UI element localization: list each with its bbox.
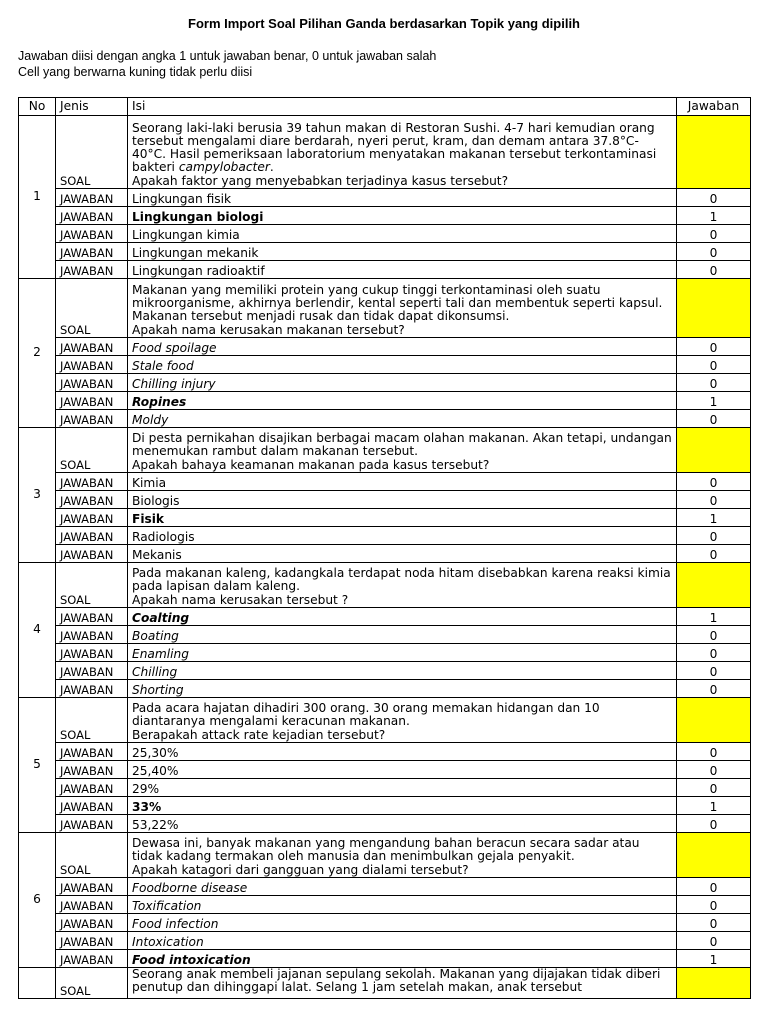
answer-row bbox=[19, 680, 751, 698]
row-type-soal: SOAL bbox=[56, 968, 128, 999]
answer-option-text: Boating bbox=[128, 626, 677, 644]
answer-value-cell[interactable]: 0 bbox=[677, 243, 751, 261]
row-type-jawaban: JAWABAN bbox=[56, 779, 128, 797]
question-text bbox=[128, 698, 677, 743]
answer-row bbox=[19, 608, 751, 626]
question-row bbox=[19, 698, 751, 743]
row-type-jawaban: JAWABAN bbox=[56, 491, 128, 509]
row-type-soal: SOAL bbox=[56, 698, 128, 743]
row-type-jawaban: JAWABAN bbox=[56, 662, 128, 680]
question-text bbox=[128, 428, 677, 473]
answer-value-cell[interactable]: 0 bbox=[677, 356, 751, 374]
row-type-jawaban: JAWABAN bbox=[56, 626, 128, 644]
answer-option-text: Coalting bbox=[128, 608, 677, 626]
answer-option-text: Intoxication bbox=[128, 932, 677, 950]
answer-value-cell[interactable]: 0 bbox=[677, 662, 751, 680]
answer-value-cell[interactable]: 0 bbox=[677, 225, 751, 243]
answer-row bbox=[19, 356, 751, 374]
question-text bbox=[128, 833, 677, 878]
question-number: 2 bbox=[19, 279, 56, 428]
answer-value-cell[interactable]: 0 bbox=[677, 491, 751, 509]
answer-row bbox=[19, 509, 751, 527]
question-number: 6 bbox=[19, 833, 56, 968]
answer-option-text: Moldy bbox=[128, 410, 677, 428]
question-text-segment: Seorang anak membeli jajanan sepulang sekolah. Makanan yang dijajakan tidak diberi penutup dan dihinggapi lalat. Selang 1 jam setelah makan, anak tersebut bbox=[132, 967, 661, 995]
answer-row bbox=[19, 761, 751, 779]
question-text-segment: Dewasa ini, banyak makanan yang mengandung bahan beracun secara sadar atau tidak kadang termakan oleh manusia dan menimbulkan gejala penyakit. bbox=[132, 836, 640, 864]
answer-row bbox=[19, 261, 751, 279]
answer-option-text: Mekanis bbox=[128, 545, 677, 563]
answer-row bbox=[19, 473, 751, 491]
answer-value-cell[interactable]: 0 bbox=[677, 779, 751, 797]
question-text-segment: Seorang laki-laki berusia 39 tahun makan di Restoran Sushi. 4-7 hari kemudian orang tersebut mengalami diare berdarah, nyeri perut, kram, dan demam antara 37.8°C-40°C. Hasil pemeriksaan laboratorium menyatakan makanan tersebut terkontaminasi bakteri bbox=[132, 120, 657, 175]
question-table bbox=[18, 97, 751, 999]
answer-option-text: Chilling injury bbox=[128, 374, 677, 392]
question-text-segment: Apakah faktor yang menyebabkan terjadinya kasus tersebut? bbox=[132, 173, 509, 188]
question-text-segment: . bbox=[269, 160, 274, 175]
row-type-jawaban: JAWABAN bbox=[56, 680, 128, 698]
row-type-jawaban: JAWABAN bbox=[56, 797, 128, 815]
answer-value-cell[interactable]: 0 bbox=[677, 815, 751, 833]
answer-option-text: Toxification bbox=[128, 896, 677, 914]
question-number: 3 bbox=[19, 428, 56, 563]
row-type-jawaban: JAWABAN bbox=[56, 878, 128, 896]
question-text-segment: Apakah nama kerusakan makanan tersebut? bbox=[132, 322, 405, 337]
row-type-soal: SOAL bbox=[56, 428, 128, 473]
answer-value-cell[interactable]: 0 bbox=[677, 680, 751, 698]
answer-cell-disabled bbox=[677, 968, 751, 999]
question-number: 4 bbox=[19, 563, 56, 698]
answer-value-cell[interactable]: 0 bbox=[677, 545, 751, 563]
answer-row bbox=[19, 932, 751, 950]
question-text-segment: Berapakah attack rate kejadian tersebut? bbox=[132, 727, 386, 742]
question-text-segment: Di pesta pernikahan disajikan berbagai macam olahan makanan. Akan tetapi, undangan menemukan rambut dalam makanan tersebut. bbox=[132, 431, 672, 459]
question-text-segment: campylobacter bbox=[178, 160, 270, 175]
answer-row bbox=[19, 410, 751, 428]
answer-value-cell[interactable]: 0 bbox=[677, 761, 751, 779]
row-type-jawaban: JAWABAN bbox=[56, 225, 128, 243]
row-type-jawaban: JAWABAN bbox=[56, 761, 128, 779]
answer-row bbox=[19, 914, 751, 932]
row-type-jawaban: JAWABAN bbox=[56, 243, 128, 261]
question-text bbox=[128, 968, 677, 999]
question-row bbox=[19, 968, 751, 999]
answer-row bbox=[19, 797, 751, 815]
answer-value-cell[interactable]: 0 bbox=[677, 338, 751, 356]
answer-row bbox=[19, 189, 751, 207]
question-row bbox=[19, 833, 751, 878]
row-type-jawaban: JAWABAN bbox=[56, 896, 128, 914]
row-type-jawaban: JAWABAN bbox=[56, 374, 128, 392]
row-type-soal: SOAL bbox=[56, 116, 128, 189]
answer-value-cell[interactable]: 0 bbox=[677, 932, 751, 950]
answer-option-text: Chilling bbox=[128, 662, 677, 680]
answer-option-text: Fisik bbox=[128, 509, 677, 527]
answer-option-text: 33% bbox=[128, 797, 677, 815]
answer-row bbox=[19, 243, 751, 261]
row-type-jawaban: JAWABAN bbox=[56, 644, 128, 662]
answer-row bbox=[19, 392, 751, 410]
header-isi: Isi bbox=[128, 98, 677, 116]
header-no: No bbox=[19, 98, 56, 116]
question-row bbox=[19, 116, 751, 189]
row-type-soal: SOAL bbox=[56, 279, 128, 338]
question-number: 1 bbox=[19, 116, 56, 279]
answer-option-text: Enamling bbox=[128, 644, 677, 662]
answer-value-cell[interactable]: 0 bbox=[677, 743, 751, 761]
row-type-jawaban: JAWABAN bbox=[56, 914, 128, 932]
answer-value-cell[interactable]: 1 bbox=[677, 207, 751, 225]
question-text-segment: Apakah nama kerusakan tersebut ? bbox=[132, 592, 349, 607]
answer-row bbox=[19, 225, 751, 243]
question-text bbox=[128, 279, 677, 338]
answer-option-text: Biologis bbox=[128, 491, 677, 509]
answer-option-text: Kimia bbox=[128, 473, 677, 491]
answer-value-cell[interactable]: 0 bbox=[677, 189, 751, 207]
answer-row bbox=[19, 491, 751, 509]
answer-row bbox=[19, 644, 751, 662]
answer-row bbox=[19, 338, 751, 356]
answer-value-cell[interactable]: 0 bbox=[677, 261, 751, 279]
answer-row bbox=[19, 626, 751, 644]
answer-option-text: Radiologis bbox=[128, 527, 677, 545]
answer-row bbox=[19, 527, 751, 545]
instruction-line-1: Jawaban diisi dengan angka 1 untuk jawaban benar, 0 untuk jawaban salah bbox=[18, 49, 437, 63]
answer-option-text: Stale food bbox=[128, 356, 677, 374]
answer-cell-disabled bbox=[677, 428, 751, 473]
question-text-segment: Pada acara hajatan dihadiri 300 orang. 30 orang memakan hidangan dan 10 diantaranya mengalami keracunan makanan. bbox=[132, 701, 600, 729]
answer-value-cell[interactable]: 0 bbox=[677, 878, 751, 896]
answer-option-text: Foodborne disease bbox=[128, 878, 677, 896]
page-title: Form Import Soal Pilihan Ganda berdasarkan Topik yang dipilih bbox=[188, 16, 580, 31]
question-text-segment: Pada makanan kaleng, kadangkala terdapat noda hitam disebabkan karena reaksi kimia pada lapisan dalam kaleng. bbox=[132, 566, 671, 594]
answer-option-text: Lingkungan kimia bbox=[128, 225, 677, 243]
answer-row bbox=[19, 950, 751, 968]
answer-option-text: Food intoxication bbox=[128, 950, 677, 968]
answer-cell-disabled bbox=[677, 279, 751, 338]
answer-row bbox=[19, 878, 751, 896]
answer-value-cell[interactable]: 0 bbox=[677, 626, 751, 644]
answer-row bbox=[19, 662, 751, 680]
question-text-segment: Makanan yang memiliki protein yang cukup tinggi terkontaminasi oleh suatu mikroorganisme, akhirnya berlendir, kental seperti tali dan membentuk seperti kapsul. Makanan tersebut menjadi rusak dan tidak dapat dikonsumsi. bbox=[132, 282, 663, 324]
answer-cell-disabled bbox=[677, 563, 751, 608]
row-type-jawaban: JAWABAN bbox=[56, 473, 128, 491]
question-text bbox=[128, 116, 677, 189]
answer-option-text: Lingkungan biologi bbox=[128, 207, 677, 225]
answer-cell-disabled bbox=[677, 116, 751, 189]
answer-option-text: Lingkungan mekanik bbox=[128, 243, 677, 261]
row-type-jawaban: JAWABAN bbox=[56, 356, 128, 374]
row-type-soal: SOAL bbox=[56, 563, 128, 608]
instruction-line-2: Cell yang berwarna kuning tidak perlu diisi bbox=[18, 65, 253, 79]
answer-value-cell[interactable]: 1 bbox=[677, 608, 751, 626]
answer-cell-disabled bbox=[677, 698, 751, 743]
answer-value-cell[interactable]: 1 bbox=[677, 392, 751, 410]
answer-option-text: 53,22% bbox=[128, 815, 677, 833]
answer-option-text: 25,40% bbox=[128, 761, 677, 779]
answer-value-cell[interactable]: 0 bbox=[677, 914, 751, 932]
row-type-jawaban: JAWABAN bbox=[56, 932, 128, 950]
answer-option-text: 29% bbox=[128, 779, 677, 797]
answer-cell-disabled bbox=[677, 833, 751, 878]
question-number bbox=[19, 968, 56, 999]
answer-value-cell[interactable]: 1 bbox=[677, 509, 751, 527]
answer-value-cell[interactable]: 0 bbox=[677, 527, 751, 545]
question-row bbox=[19, 428, 751, 473]
answer-row bbox=[19, 743, 751, 761]
answer-option-text: Lingkungan fisik bbox=[128, 189, 677, 207]
row-type-jawaban: JAWABAN bbox=[56, 410, 128, 428]
header-row bbox=[19, 98, 751, 116]
answer-row bbox=[19, 815, 751, 833]
answer-value-cell[interactable]: 0 bbox=[677, 374, 751, 392]
row-type-jawaban: JAWABAN bbox=[56, 392, 128, 410]
question-row bbox=[19, 563, 751, 608]
answer-option-text: Lingkungan radioaktif bbox=[128, 261, 677, 279]
answer-row bbox=[19, 374, 751, 392]
row-type-jawaban: JAWABAN bbox=[56, 743, 128, 761]
answer-value-cell[interactable]: 0 bbox=[677, 410, 751, 428]
question-text-segment: Apakah katagori dari gangguan yang dialami tersebut? bbox=[132, 862, 469, 877]
answer-option-text: Food spoilage bbox=[128, 338, 677, 356]
row-type-jawaban: JAWABAN bbox=[56, 950, 128, 968]
row-type-soal: SOAL bbox=[56, 833, 128, 878]
question-text-segment: Apakah bahaya keamanan makanan pada kasus tersebut? bbox=[132, 457, 490, 472]
answer-row bbox=[19, 779, 751, 797]
row-type-jawaban: JAWABAN bbox=[56, 338, 128, 356]
row-type-jawaban: JAWABAN bbox=[56, 545, 128, 563]
row-type-jawaban: JAWABAN bbox=[56, 527, 128, 545]
answer-row bbox=[19, 207, 751, 225]
answer-row bbox=[19, 545, 751, 563]
answer-value-cell[interactable]: 0 bbox=[677, 473, 751, 491]
row-type-jawaban: JAWABAN bbox=[56, 207, 128, 225]
row-type-jawaban: JAWABAN bbox=[56, 261, 128, 279]
answer-value-cell[interactable]: 1 bbox=[677, 797, 751, 815]
answer-row bbox=[19, 896, 751, 914]
header-jenis: Jenis bbox=[56, 98, 128, 116]
row-type-jawaban: JAWABAN bbox=[56, 509, 128, 527]
row-type-jawaban: JAWABAN bbox=[56, 815, 128, 833]
row-type-jawaban: JAWABAN bbox=[56, 608, 128, 626]
question-number: 5 bbox=[19, 698, 56, 833]
answer-option-text: Shorting bbox=[128, 680, 677, 698]
question-text bbox=[128, 563, 677, 608]
question-row bbox=[19, 279, 751, 338]
answer-value-cell[interactable]: 0 bbox=[677, 896, 751, 914]
answer-value-cell[interactable]: 1 bbox=[677, 950, 751, 968]
header-jawaban: Jawaban bbox=[677, 98, 751, 116]
answer-option-text: Ropines bbox=[128, 392, 677, 410]
answer-option-text: 25,30% bbox=[128, 743, 677, 761]
answer-option-text: Food infection bbox=[128, 914, 677, 932]
answer-value-cell[interactable]: 0 bbox=[677, 644, 751, 662]
row-type-jawaban: JAWABAN bbox=[56, 189, 128, 207]
